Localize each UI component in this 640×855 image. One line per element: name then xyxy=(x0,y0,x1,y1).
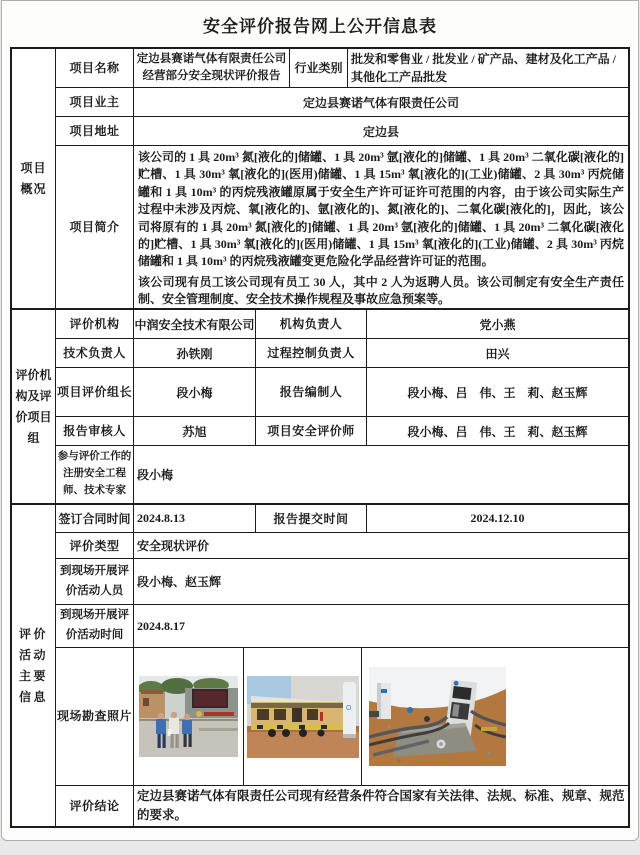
value-report-date: 2024.12.10 xyxy=(470,511,525,525)
label-report-writers: 报告编制人 xyxy=(256,368,367,416)
value-conclusion: 定边县赛诺气体有限责任公司现有经营条件符合国家有关法律、法规、标准、规章、规范的要求。 xyxy=(137,789,625,822)
label-project-owner: 项目业主 xyxy=(56,88,134,116)
label-tech-head: 技术负责人 xyxy=(56,339,134,367)
project-intro-paragraph-2: 该公司现有员工该公司现有员工 30 人，其中 2 人为返聘人员。该公司制定有安全生产责任制、安全管理制度、安全技术操作规程及事故应急预案等。 xyxy=(138,274,624,307)
label-report-reviewer: 报告审核人 xyxy=(56,417,134,445)
value-agency: 中润安全技术有限公司 xyxy=(134,310,256,338)
svg-text:O: O xyxy=(345,704,351,712)
document-page xyxy=(1,0,639,841)
row-registered-experts xyxy=(56,446,628,503)
value-project-owner: 定边县赛诺气体有限责任公司 xyxy=(302,95,459,110)
section-label-evaluation-org: 评价机构及评价项目组 xyxy=(12,310,56,503)
value-eval-type: 安全现状评价 xyxy=(137,539,210,553)
site-photo-cell-3 xyxy=(362,648,628,785)
row-site-personnel xyxy=(56,559,628,605)
site-photo-team xyxy=(139,676,238,757)
value-site-date: 2024.8.17 xyxy=(137,618,185,633)
row-conclusion xyxy=(56,786,628,826)
row-site-photos xyxy=(56,648,628,786)
value-tech-head: 孙铁刚 xyxy=(134,339,256,367)
label-project-intro: 项目简介 xyxy=(56,146,134,308)
site-photo-cell-1 xyxy=(134,648,244,785)
site-photo-cell-2 xyxy=(244,648,362,785)
section-evaluation-activity xyxy=(12,505,628,826)
label-project-name: 项目名称 xyxy=(56,49,134,87)
label-site-photos: 现场勘查照片 xyxy=(56,648,134,785)
label-contract-date: 签订合同时间 xyxy=(56,505,134,532)
label-team-leader: 项目评价组长 xyxy=(56,368,134,416)
label-conclusion: 评价结论 xyxy=(56,786,134,826)
value-safety-assessors: 段小梅、吕 伟、王 莉、赵玉辉 xyxy=(407,424,588,439)
section-evaluation-org xyxy=(12,310,628,505)
label-eval-type: 评价类型 xyxy=(56,533,134,558)
row-site-date xyxy=(56,605,628,648)
label-site-date: 到现场开展评价活动时间 xyxy=(56,605,134,647)
value-project-address: 定边县 xyxy=(362,124,399,139)
label-site-personnel: 到现场开展评价活动人员 xyxy=(56,559,134,604)
value-report-writers: 段小梅、吕 伟、王 莉、赵玉辉 xyxy=(407,385,588,400)
value-site-personnel: 段小梅、赵玉辉 xyxy=(137,575,222,589)
value-process-head: 田兴 xyxy=(485,346,510,361)
row-project-owner xyxy=(56,88,628,117)
page-title: 安全评价报告网上公开信息表 xyxy=(203,16,437,36)
label-project-address: 项目地址 xyxy=(56,117,134,145)
label-industry-category: 行业类别 xyxy=(290,49,348,87)
row-project-name xyxy=(56,49,628,88)
value-report-reviewer: 苏旭 xyxy=(134,417,256,445)
row-agency xyxy=(56,310,628,339)
value-project-intro xyxy=(134,146,628,308)
row-project-address xyxy=(56,117,628,146)
section-label-project-overview: 项目概况 xyxy=(12,49,56,308)
label-registered-experts: 参与评价工作的注册安全工程师、技术专家 xyxy=(56,446,134,503)
label-agency-head: 机构负责人 xyxy=(256,310,367,338)
value-registered-experts: 段小梅 xyxy=(137,468,174,482)
value-team-leader: 段小梅 xyxy=(134,368,256,416)
value-contract-date: 2024.8.13 xyxy=(134,505,256,532)
row-contract-date xyxy=(56,505,628,533)
row-eval-type xyxy=(56,533,628,559)
row-project-intro xyxy=(56,146,628,308)
info-table xyxy=(10,47,630,828)
row-team-leader xyxy=(56,368,628,417)
label-agency: 评价机构 xyxy=(56,310,134,338)
section-label-evaluation-activity: 评价活动主要信息 xyxy=(12,505,56,826)
label-safety-assessors: 项目安全评价师 xyxy=(256,417,367,445)
row-report-reviewer xyxy=(56,417,628,446)
value-project-name: 定边县赛诺气体有限责任公司经营部分安全现状评价报告 xyxy=(134,49,290,87)
label-report-date: 报告提交时间 xyxy=(256,505,367,532)
site-photo-building xyxy=(247,676,359,758)
project-intro-paragraph-1: 该公司的 1 具 20m³ 氮[液化的]储罐、1 具 20m³ 氩[液化的]储罐、1 具 20m³ 二氧化碳[液化的]贮槽、1 具 30m³ 氧[液化的](医用)储罐、1 具 15m³ 氧[液化的](工业)储罐、2 具 30m³ 丙烷储罐和 1 具 10m³ 的丙烷残液罐原属于安全生产许可证许可范围的内容，由于该公司实际生产过程中未涉及丙烷、氧[液化的]、氩[液化的]、氮[液化的]、二氧化碳[液化的]，因此，该公司将原有的 1 具 20m³ 氮[液化的]储罐、1 具 20m³ 氩[液化的]储罐、1 具 20m³ 二氧化碳[液化的]贮槽、1 具 30m³ 氧[液化的](医用)储罐、1 具 15m³ 氧[液化的](工业)储罐、2 具 30m³ 丙烷储罐和 1 具 10m³ 的丙烷残液罐变更危险化学品经营许可证的范围。 xyxy=(138,150,624,269)
value-agency-head: 党小燕 xyxy=(479,317,516,332)
label-process-head: 过程控制负责人 xyxy=(256,339,367,367)
value-industry-category: 批发和零售业 / 批发业 / 矿产品、建材及化工产品 / 其他化工产品批发 xyxy=(351,52,617,84)
section-project-overview xyxy=(12,49,628,310)
row-tech-head xyxy=(56,339,628,368)
site-photo-equipment xyxy=(369,667,506,766)
